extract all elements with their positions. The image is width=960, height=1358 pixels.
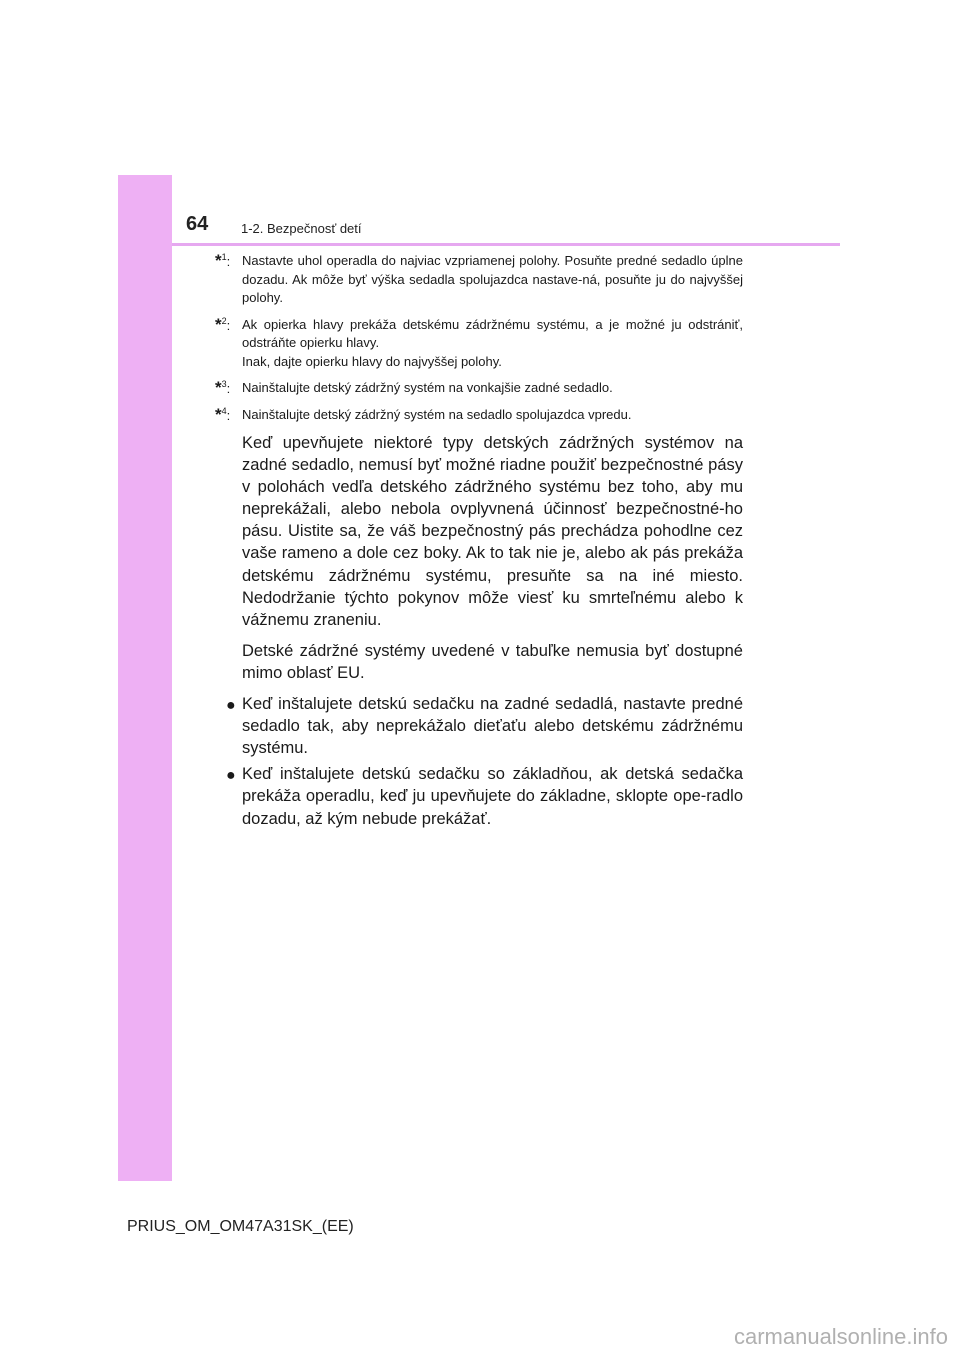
- footnote-3: [215, 379, 743, 398]
- footnote-marker: *$^1$:: [215, 251, 231, 270]
- paragraph: Detské zádržné systémy uvedené v tabuľke nemusia byť dostupné mimo oblasť EU.: [242, 641, 743, 682]
- bullet-item: [226, 763, 743, 829]
- footnote-marker: *$^3$:: [215, 378, 231, 397]
- footnotes: [215, 252, 743, 432]
- footnote-2: [215, 316, 743, 372]
- footnote-text: Ak opierka hlavy prekáža detskému zádržnému systému, a je možné ju odstrániť, odstráňte opierku hlavy.: [242, 316, 743, 350]
- asterisk-icon: *: [215, 251, 222, 270]
- bullet-icon: ●: [226, 767, 236, 785]
- asterisk-icon: *: [215, 404, 222, 424]
- footnote-4: [215, 406, 743, 425]
- bullet-text: Keď inštalujete detskú sedačku na zadné sedadlá, nastavte predné sedadlo tak, aby neprekážalo dieťaťu alebo detskému zádržnému systému.: [242, 695, 743, 758]
- header-divider: [172, 243, 840, 246]
- main-text: [226, 432, 743, 834]
- footnote-text: Inak, dajte opierku hlavy do najvyššej polohy.: [242, 353, 502, 369]
- asterisk-icon: *: [215, 314, 222, 334]
- footnote-text: Nainštalujte detský zádržný systém na sedadlo spolujazdca vpredu.: [242, 406, 632, 422]
- asterisk-icon: *: [215, 378, 222, 397]
- watermark: carmanualsonline.info: [733, 1324, 948, 1349]
- side-color-band: [118, 175, 172, 1181]
- section-title: 1-2. Bezpečnosť detí: [241, 221, 362, 236]
- bullet-icon: ●: [226, 697, 236, 715]
- paragraph: Keď upevňujete niektoré typy detských zádržných systémov na zadné sedadlo, nemusí byť možné riadne použiť bezpečnostné pásy v polohách vedľa detského zádržného systému bez toho, aby mu neprekážali, alebo nebola ovplyvnená účinnosť bezpečnostné-ho pásu. Uistite sa, že váš bezpečnostný pás prechádza pohodlne cez vaše rameno a dole cez boky. Ak to tak nie je, alebo ak pás prekáža detskému zádržnému systému, presuňte sa na iné miesto. Nedodržanie týchto pokynov môže viesť ku smrteľnému alebo k vážnemu zraneniu.: [242, 434, 743, 629]
- bullet-text: Keď inštalujete detskú sedačku so základňou, ak detská sedačka prekáža operadlu, keď ju upevňujete do základne, sklopte ope-radlo dozadu, až kým nebude prekážať.: [242, 765, 743, 828]
- footnote-text: Nainštalujte detský zádržný systém na vonkajšie zadné sedadlo.: [242, 380, 613, 395]
- footnote-marker: *$^2$:: [215, 314, 231, 334]
- footnote-1: [215, 252, 743, 308]
- bullet-item: [226, 693, 743, 759]
- document-code: PRIUS_OM_OM47A31SK_(EE): [127, 1218, 354, 1235]
- page-number: 64: [186, 213, 209, 235]
- footnote-text: Nastavte uhol operadla do najviac vzpriamenej polohy. Posuňte predné sedadlo úplne dozadu. Ak môže byť výška sedadla spolujazdca nastave-ná, posuňte ju do najvyššej polohy.: [242, 253, 743, 305]
- footnote-marker: *$^4$:: [215, 404, 231, 424]
